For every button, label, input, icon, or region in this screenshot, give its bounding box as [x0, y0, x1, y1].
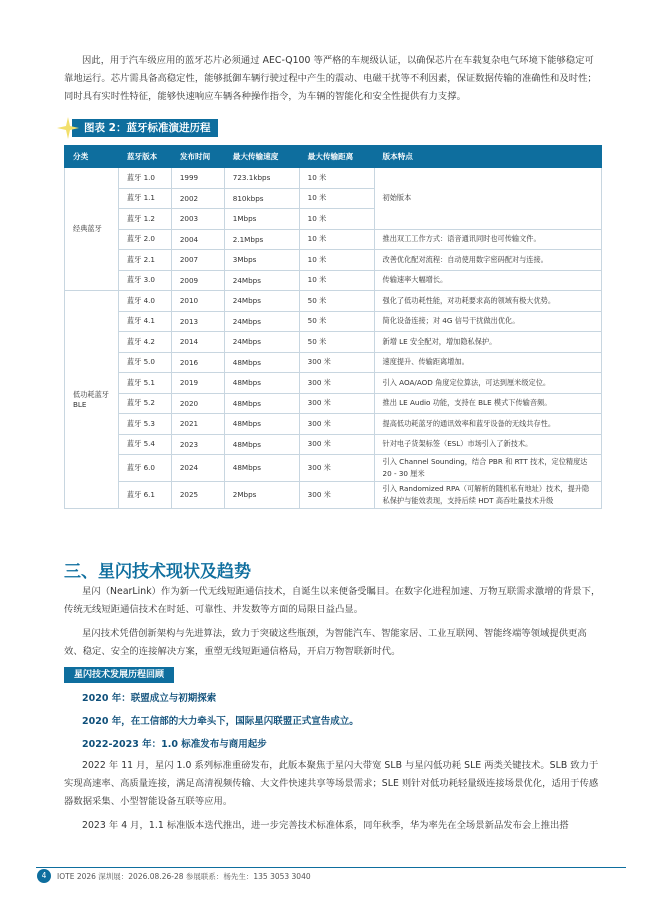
year-cell: 2014 [171, 332, 224, 353]
table-row [65, 229, 602, 250]
feature-cell: 速度提升、传输距离增加。 [374, 352, 601, 373]
nearlink-intro-paragraph: 星闪（NearLink）作为新一代无线短距通信技术，自诞生以来便备受瞩目。在数字化进程加速、万物互联需求激增的背景下，传统无线短距通信技术在时延、可靠性、并发数等方面的局限日益凸显。 [64, 586, 601, 615]
version-cell: 蓝牙 4.2 [118, 332, 171, 353]
year-cell: 2013 [171, 311, 224, 332]
year-cell: 2007 [171, 250, 224, 271]
table-row [65, 393, 602, 414]
table-row [65, 270, 602, 291]
bluetooth-evolution-table [64, 145, 602, 509]
year-cell: 2009 [171, 270, 224, 291]
speed-cell: 1Mbps [224, 209, 299, 230]
feature-cell: 改善优化配对流程：自动使用数字密码配对与连接。 [374, 250, 601, 271]
range-cell: 300 米 [299, 393, 374, 414]
range-cell: 300 米 [299, 414, 374, 435]
milestone-heading-2020: 2020 年：联盟成立与初期探索 [82, 693, 217, 704]
year-cell: 2025 [171, 482, 224, 509]
version-cell: 蓝牙 4.0 [118, 291, 171, 312]
category-cell: 低功耗蓝牙 BLE [65, 291, 119, 509]
history-tag: 星闪技术发展历程回顾 [64, 667, 174, 683]
range-cell: 10 米 [299, 209, 374, 230]
feature-cell: 引入 Randomized RPA（可解析的随机私有地址）技术，提升隐私保护与能效表现，支持后续 HDT 高吞吐量技术升级 [374, 482, 601, 509]
year-cell: 2019 [171, 373, 224, 394]
table-row [65, 414, 602, 435]
nearlink-mission-paragraph: 星闪技术凭借创新架构与先进算法，致力于突破这些瓶颈，为智能汽车、智能家居、工业互联网、智能终端等领域提供更高效、稳定、安全的连接解决方案，重塑无线短距通信格局，开启万物智联新时代。 [64, 628, 587, 657]
figure-title-label: 图表 2：蓝牙标准演进历程 [72, 119, 218, 137]
feature-cell: 简化设备连接；对 4G 信号干扰做出优化。 [374, 311, 601, 332]
feature-cell: 针对电子货架标签（ESL）市场引入了新技术。 [374, 434, 601, 455]
range-cell: 300 米 [299, 373, 374, 394]
table-row [65, 250, 602, 271]
year-cell: 2024 [171, 455, 224, 482]
feature-cell: 引入 Channel Sounding，结合 PBR 和 RTT 技术，定位精度达 20 - 30 厘米 [374, 455, 601, 482]
figure-title [56, 118, 218, 138]
year-cell: 2003 [171, 209, 224, 230]
speed-cell: 2Mbps [224, 482, 299, 509]
range-cell: 300 米 [299, 352, 374, 373]
header-speed: 最大传输速度 [224, 146, 299, 168]
header-year: 发布时间 [171, 146, 224, 168]
range-cell: 10 米 [299, 250, 374, 271]
table-row [65, 332, 602, 353]
table-header-row [65, 146, 602, 168]
table-row [65, 168, 602, 189]
intro-paragraph: 因此，用于汽车级应用的蓝牙芯片必须通过 AEC-Q100 等严格的车规级认证，以确保芯片在车载复杂电气环境下能够稳定可靠地运行。芯片需具备高稳定性，能够抵御车辆行驶过程中产生的震动、电磁干扰等不利因素，保证数据传输的准确性和及时性；同时具有实时性特征，能够快速响应车辆各种操作指令，为车辆的智能化和安全性提供有力支撑。 [64, 55, 597, 102]
speed-cell: 48Mbps [224, 393, 299, 414]
version-cell: 蓝牙 4.1 [118, 311, 171, 332]
year-cell: 2020 [171, 393, 224, 414]
feature-cell: 传输速率大幅增长。 [374, 270, 601, 291]
table-row [65, 352, 602, 373]
feature-cell: 新增 LE 安全配对，增加隐私保护。 [374, 332, 601, 353]
range-cell: 50 米 [299, 291, 374, 312]
version-cell: 蓝牙 1.1 [118, 188, 171, 209]
year-cell: 2004 [171, 229, 224, 250]
range-cell: 300 米 [299, 482, 374, 509]
range-cell: 10 米 [299, 168, 374, 189]
version-cell: 蓝牙 5.3 [118, 414, 171, 435]
header-features: 版本特点 [374, 146, 601, 168]
range-cell: 10 米 [299, 229, 374, 250]
version-cell: 蓝牙 5.2 [118, 393, 171, 414]
standard-1-0-paragraph: 2022 年 11 月，星闪 1.0 系列标准重磅发布，此版本聚焦于星闪大带宽 SLB 与星闪低功耗 SLE 两类关键技术。SLB 致力于实现高速率、高质量连接，满足高清视频传输、大文件快速共享等场景需求；SLE 则针对低功耗轻量级连接场景优化，适用于传感器数据采集、小型智能设备互联等应用。 [64, 760, 599, 807]
range-cell: 10 米 [299, 188, 374, 209]
table-row [65, 482, 602, 509]
milestone-heading-2022: 2022-2023 年：1.0 标准发布与商用起步 [82, 739, 267, 750]
speed-cell: 723.1kbps [224, 168, 299, 189]
speed-cell: 48Mbps [224, 352, 299, 373]
version-cell: 蓝牙 5.4 [118, 434, 171, 455]
speed-cell: 48Mbps [224, 455, 299, 482]
speed-cell: 810kbps [224, 188, 299, 209]
standard-1-1-paragraph: 2023 年 4 月，1.1 标准版本迭代推出，进一步完善技术标准体系，同年秋季，华为率先在全场景新品发布会上推出搭 [82, 820, 569, 831]
feature-cell: 推出双工工作方式：语音通讯同时也可传输文件。 [374, 229, 601, 250]
range-cell: 300 米 [299, 434, 374, 455]
version-cell: 蓝牙 5.1 [118, 373, 171, 394]
feature-cell: 推出 LE Audio 功能，支持在 BLE 模式下传输音频。 [374, 393, 601, 414]
header-version: 蓝牙版本 [118, 146, 171, 168]
speed-cell: 24Mbps [224, 291, 299, 312]
feature-cell: 强化了低功耗性能，对功耗要求高的领域有极大优势。 [374, 291, 601, 312]
year-cell: 2002 [171, 188, 224, 209]
feature-cell: 提高低功耗蓝牙的通讯效率和蓝牙设备的无线共存性。 [374, 414, 601, 435]
speed-cell: 3Mbps [224, 250, 299, 271]
speed-cell: 48Mbps [224, 434, 299, 455]
version-cell: 蓝牙 2.1 [118, 250, 171, 271]
year-cell: 2023 [171, 434, 224, 455]
version-cell: 蓝牙 3.0 [118, 270, 171, 291]
range-cell: 50 米 [299, 311, 374, 332]
version-cell: 蓝牙 1.2 [118, 209, 171, 230]
category-cell: 经典蓝牙 [65, 168, 119, 291]
version-cell: 蓝牙 1.0 [118, 168, 171, 189]
version-cell: 蓝牙 6.1 [118, 482, 171, 509]
sparkle-icon [56, 116, 80, 140]
version-cell: 蓝牙 5.0 [118, 352, 171, 373]
version-cell: 蓝牙 6.0 [118, 455, 171, 482]
range-cell: 300 米 [299, 455, 374, 482]
year-cell: 2016 [171, 352, 224, 373]
table-row [65, 373, 602, 394]
range-cell: 50 米 [299, 332, 374, 353]
speed-cell: 48Mbps [224, 373, 299, 394]
year-cell: 2021 [171, 414, 224, 435]
speed-cell: 24Mbps [224, 270, 299, 291]
header-category: 分类 [65, 146, 119, 168]
milestone-line-2020: 2020 年，在工信部的大力牵头下，国际星闪联盟正式宣告成立。 [82, 716, 359, 727]
year-cell: 2010 [171, 291, 224, 312]
speed-cell: 2.1Mbps [224, 229, 299, 250]
range-cell: 10 米 [299, 270, 374, 291]
table-row [65, 434, 602, 455]
header-range: 最大传输距离 [299, 146, 374, 168]
table-row [65, 455, 602, 482]
speed-cell: 24Mbps [224, 311, 299, 332]
table-row [65, 311, 602, 332]
page-number: 4 [37, 869, 51, 883]
footer-divider [36, 867, 626, 868]
speed-cell: 24Mbps [224, 332, 299, 353]
feature-cell: 引入 AOA/AOD 角度定位算法，可达到厘米级定位。 [374, 373, 601, 394]
year-cell: 1999 [171, 168, 224, 189]
speed-cell: 48Mbps [224, 414, 299, 435]
feature-cell: 初始版本 [374, 168, 601, 230]
table-row [65, 291, 602, 312]
version-cell: 蓝牙 2.0 [118, 229, 171, 250]
footer-text: IOTE 2026 深圳展：2026.08.26-28 参展联系：杨先生：135 3053 3040 [57, 872, 311, 881]
section-heading: 三、星闪技术现状及趋势 [64, 562, 251, 582]
